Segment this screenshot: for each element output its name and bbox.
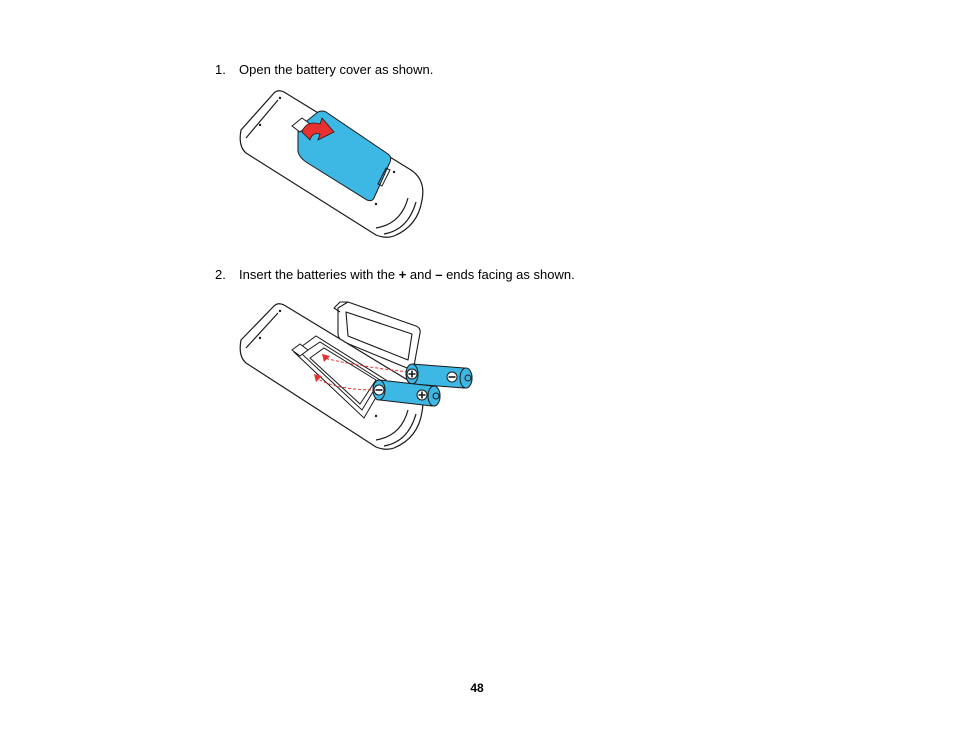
minus-symbol: – <box>435 267 443 282</box>
step-2 <box>215 267 575 283</box>
step-2-text-middle: and <box>406 267 436 282</box>
step-1 <box>215 62 433 78</box>
step-1-text: Open the battery cover as shown. <box>239 62 434 77</box>
step-2-number: 2. <box>215 267 226 282</box>
plus-symbol: + <box>398 267 407 282</box>
remote-cover-open-illustration <box>236 88 436 240</box>
step-2-text-before: Insert the batteries with the <box>239 267 399 282</box>
step-1-number: 1. <box>215 62 226 77</box>
remote-battery-insert-illustration <box>236 298 478 458</box>
page-number: 48 <box>470 681 484 695</box>
step-2-text-after: ends facing as shown. <box>442 267 575 282</box>
